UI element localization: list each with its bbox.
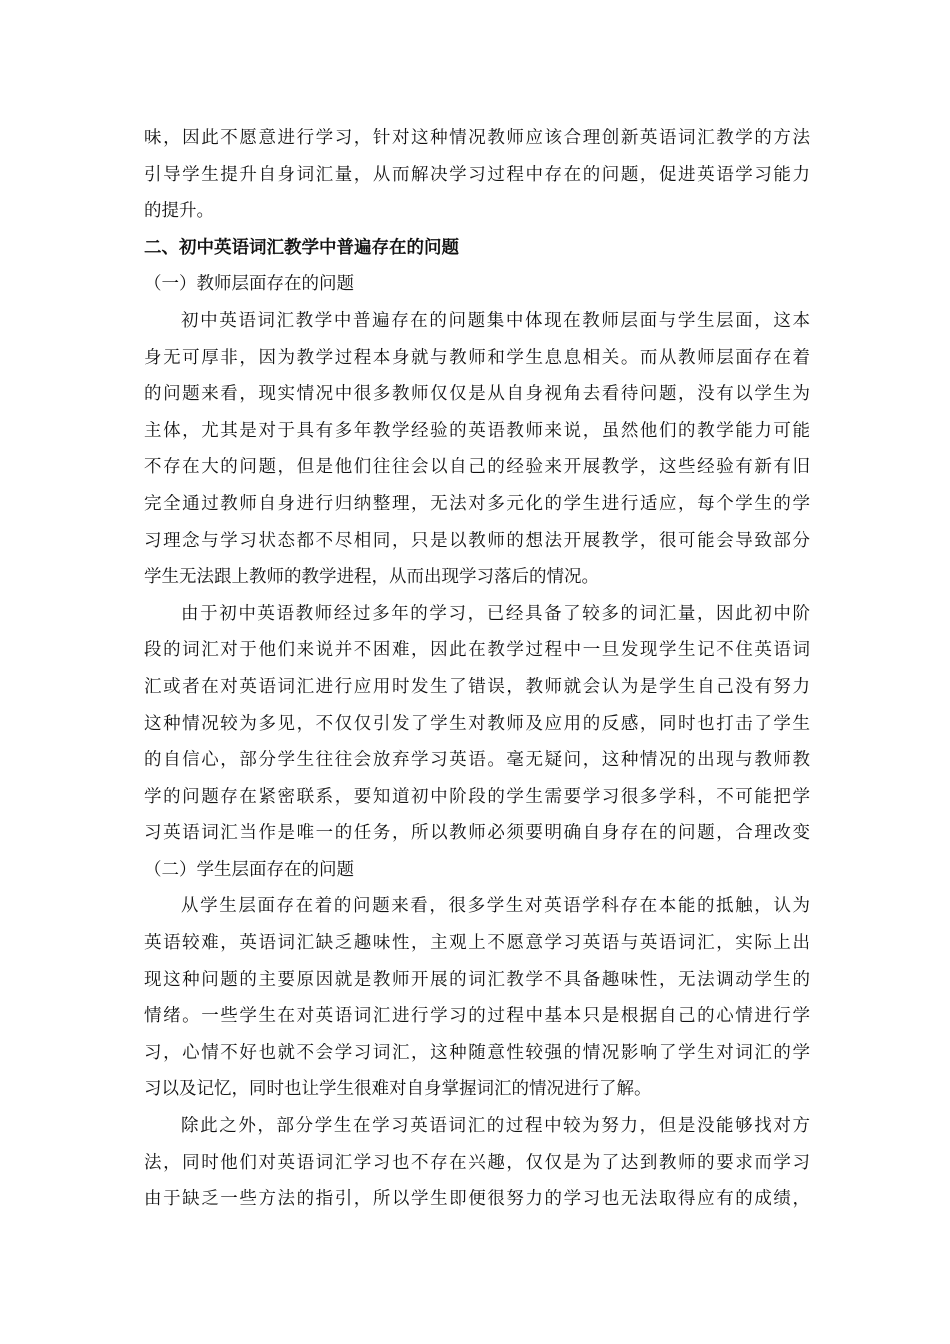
paragraph-line: 完全通过教师自身进行归纳整理，无法对多元化的学生进行适应，每个学生的学 [144, 493, 810, 514]
paragraph-line: 引导学生提升自身词汇量，从而解决学习过程中存在的问题，促进英语学习能力 [144, 164, 810, 185]
paragraph-line: 这种情况较为多见，不仅仅引发了学生对教师及应用的反感，同时也打击了学生 [144, 713, 810, 734]
paragraph-line: 习，心情不好也就不会学习词汇，这种随意性较强的情况影响了学生对词汇的学 [144, 1042, 810, 1063]
paragraph-line: 习理念与学习状态都不尽相同，只是以教师的想法开展教学，很可能会导致部分 [144, 530, 810, 551]
section-heading: 二、初中英语词汇教学中普遍存在的问题 [144, 237, 459, 258]
paragraph-line: 法，同时他们对英语词汇学习也不存在兴趣，仅仅是为了达到教师的要求而学习 [144, 1152, 810, 1173]
paragraph-line: 的提升。 [144, 201, 214, 222]
paragraph-line: 由于初中英语教师经过多年的学习，已经具备了较多的词汇量，因此初中阶 [181, 603, 810, 624]
document-body [144, 120, 810, 1218]
paragraph-line: 学生无法跟上教师的教学进程，从而出现学习落后的情况。 [144, 567, 599, 588]
paragraph-line: 初中英语词汇教学中普遍存在的问题集中体现在教师层面与学生层面，这本 [181, 310, 810, 331]
paragraph-line: 身无可厚非，因为教学过程本身就与教师和学生息息相关。而从教师层面存在着 [144, 347, 810, 368]
paragraph-line: 由于缺乏一些方法的指引，所以学生即便很努力的学习也无法取得应有的成绩， [144, 1189, 810, 1210]
subsection-heading: （二）学生层面存在的问题 [144, 859, 354, 880]
paragraph-line: 现这种问题的主要原因就是教师开展的词汇教学不具备趣味性，无法调动学生的 [144, 969, 810, 990]
paragraph-line: 从学生层面存在着的问题来看，很多学生对英语学科存在本能的抵触，认为 [181, 896, 810, 917]
paragraph-line: 的自信心，部分学生往往会放弃学习英语。毫无疑问，这种情况的出现与教师教 [144, 750, 810, 771]
paragraph-line: 段的词汇对于他们来说并不困难，因此在教学过程中一旦发现学生记不住英语词 [144, 640, 810, 661]
paragraph-line: 汇或者在对英语词汇进行应用时发生了错误，教师就会认为是学生自己没有努力 [144, 676, 810, 697]
paragraph-line: 英语较难，英语词汇缺乏趣味性，主观上不愿意学习英语与英语词汇，实际上出 [144, 933, 810, 954]
paragraph-line: 除此之外，部分学生在学习英语词汇的过程中较为努力，但是没能够找对方 [181, 1116, 810, 1137]
paragraph-line: 不存在大的问题，但是他们往往会以自己的经验来开展教学，这些经验有新有旧 [144, 457, 810, 478]
paragraph-line: 习英语词汇当作是唯一的任务，所以教师必须要明确自身存在的问题，合理改变 [144, 823, 810, 844]
paragraph-line: 味，因此不愿意进行学习，针对这种情况教师应该合理创新英语词汇教学的方法 [144, 128, 810, 148]
paragraph-line: 习以及记忆，同时也让学生很难对自身掌握词汇的情况进行了解。 [144, 1079, 652, 1100]
paragraph-line: 的问题来看，现实情况中很多教师仅仅是从自身视角去看待问题，没有以学生为 [144, 384, 810, 405]
paragraph-line: 情绪。一些学生在对英语词汇进行学习的过程中基本只是根据自己的心情进行学 [144, 1006, 810, 1027]
paragraph-line: 主体，尤其是对于具有多年教学经验的英语教师来说，虽然他们的教学能力可能 [144, 420, 810, 441]
subsection-heading: （一）教师层面存在的问题 [144, 274, 354, 295]
paragraph-line: 学的问题存在紧密联系，要知道初中阶段的学生需要学习很多学科，不可能把学 [144, 786, 810, 807]
